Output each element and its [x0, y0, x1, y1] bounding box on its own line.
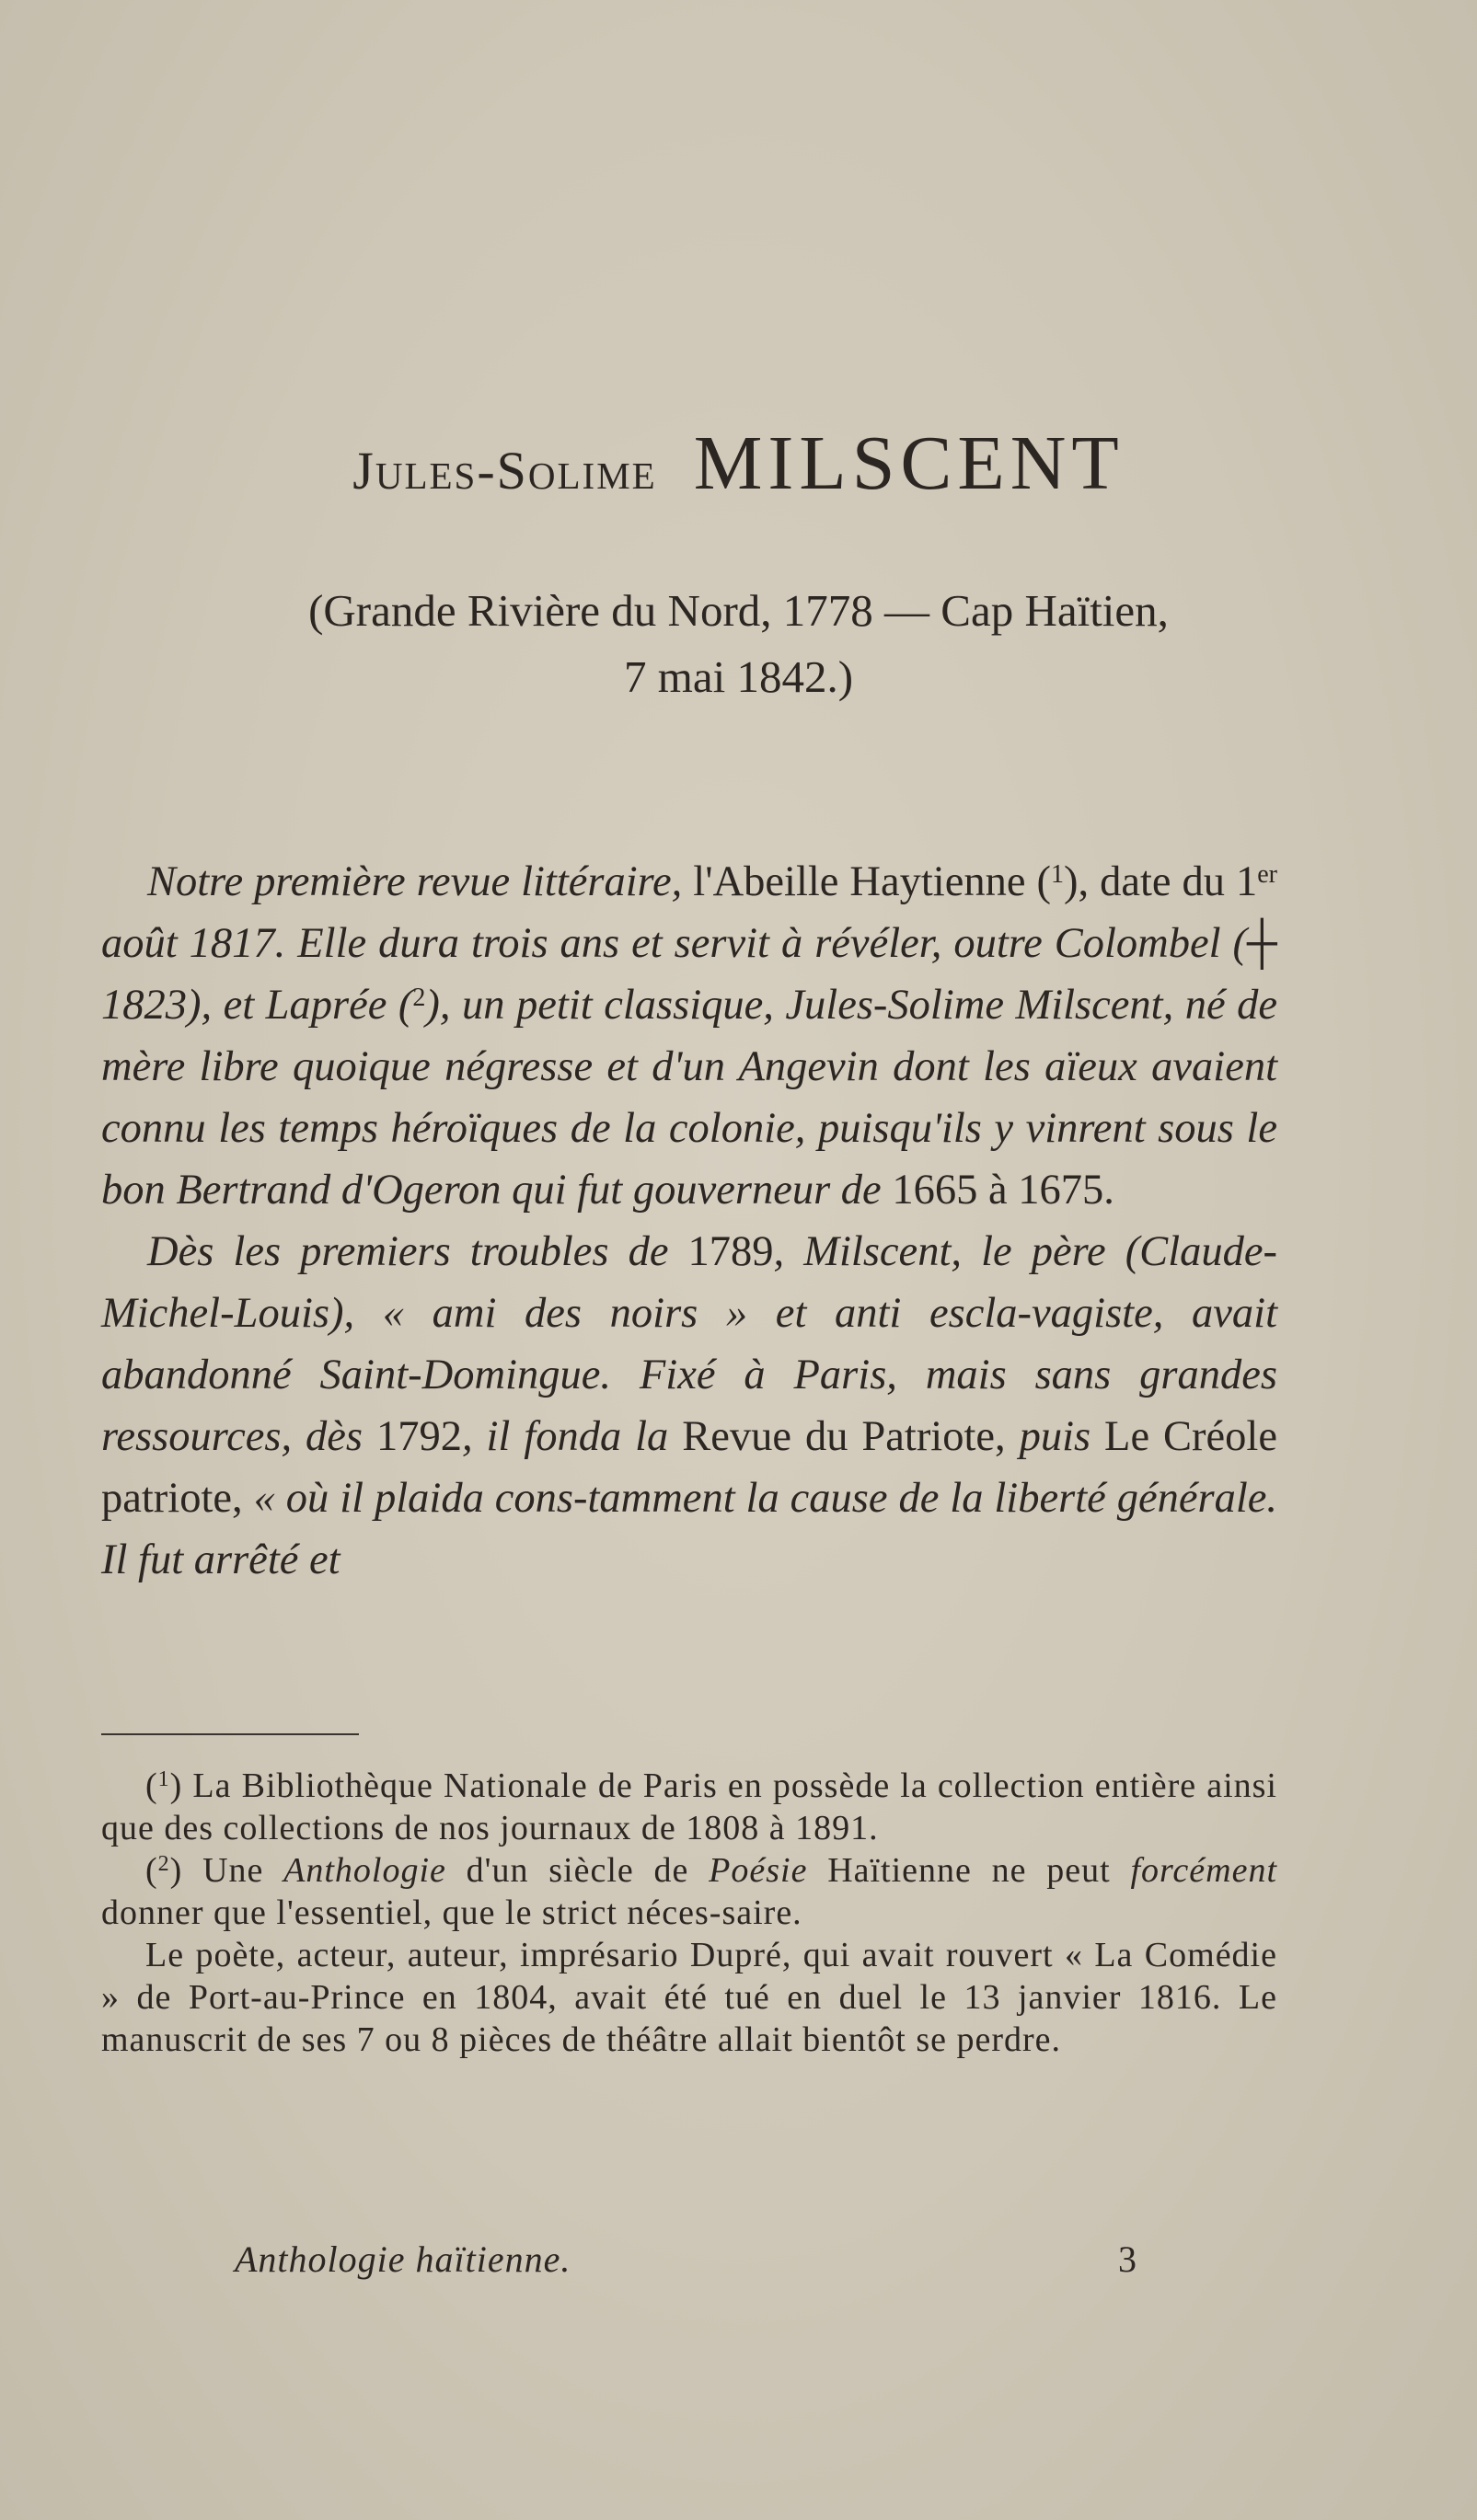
journal-title-creole: Le Créole patriote, — [101, 1413, 1277, 1522]
running-footer-title: Anthologie haïtienne. — [235, 2238, 571, 2280]
footnote-ref-1: 1 — [1050, 860, 1064, 889]
footnote-1: ($^1$) La Bibliothèque Nationale de Paris en possède la collection entière ainsi que des collections de nos journaux de 1808 à 1891. — [101, 1766, 1277, 1847]
dates-line-1: (Grande Rivière du Nord, 1778 — Cap Haïtien, — [308, 585, 1169, 636]
author-heading — [0, 419, 1477, 508]
footnote-2: ($^2$) Une Anthologie d'un siècle de Poésie Haïtienne ne peut forcément donner que l'essentiel, que le strict néces-saire. — [101, 1851, 1278, 1932]
paragraph-2: Dès les premiers troubles de 1789, Milscent, le père (Claude-Michel-Louis), « ami des noirs » et anti escla-vagiste, avait abandonné Saint-Domingue. Fixé à Paris, mais sans grandes ressources, dès 1792, il fonda la Revue du Patriote, puis Le Créole patriote, « où il plaida cons-tamment la cause de la liberté générale. Il fut arrêté et — [101, 1228, 1277, 1583]
dates-line-2: 7 mai 1842.) — [623, 651, 854, 702]
author-first-names: Jules-Solime — [352, 441, 657, 501]
author-surname: MILSCENT — [693, 420, 1125, 506]
author-dates — [0, 578, 1477, 710]
footnote-ref-2: 2 — [412, 984, 426, 1012]
paragraph-1: Notre première revue littéraire, l'Abeille Haytienne ($^1$), date du 1er août 1817. Elle dura trois ans et servit à révéler, outre Colombel (┼ 1823), et Laprée ($^2$), un petit classique, Jules-Solime Milscent, né de mère libre quoique négresse et d'un Angevin dont les aïeux avaient connu les temps héroïques de la colonie, puisqu'ils y vinrent sous le bon Bertrand d'Ogeron qui fut gouverneur de 1665 à 1675. — [101, 858, 1278, 1214]
footnote-divider — [101, 1733, 359, 1735]
footnotes — [101, 1765, 1277, 2061]
page-number: 3 — [1118, 2238, 1137, 2280]
journal-title-revue: Revue du Patriote, — [682, 1413, 1006, 1460]
footnote-2-continued: Le poète, acteur, auteur, imprésario Dupré, qui avait rouvert « La Comédie » de Port-au-Prince en 1804, avait été tué en duel le 13 janvier 1816. Le manuscrit de ses 7 ou 8 pièces de théâtre allait bientôt se perdre. — [101, 1936, 1277, 2059]
death-cross: ┼ — [1247, 920, 1277, 967]
body-text — [101, 851, 1277, 1591]
